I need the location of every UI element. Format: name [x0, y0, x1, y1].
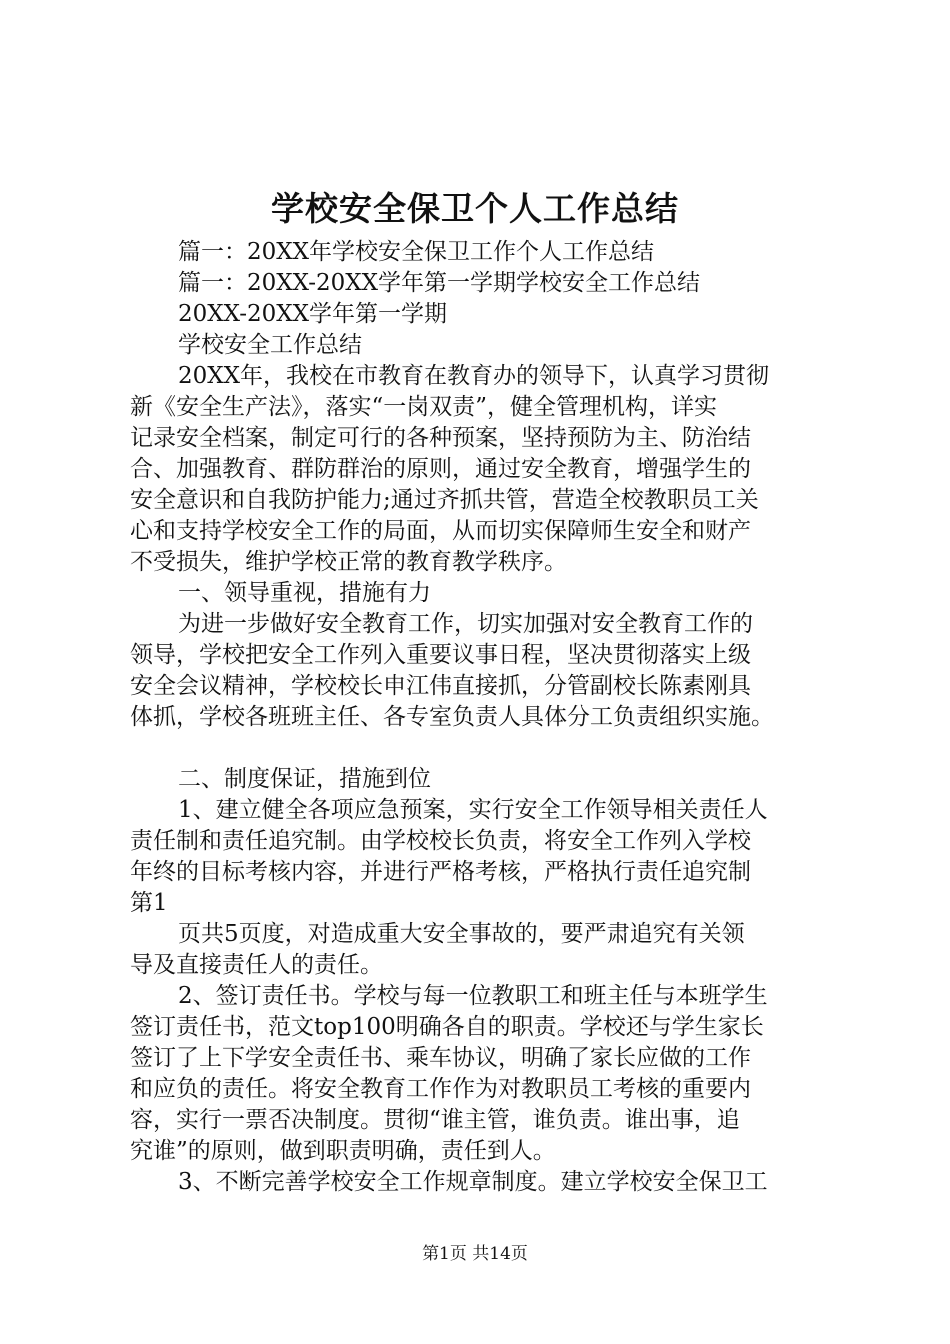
body-line: 二、制度保证，措施到位 [178, 766, 431, 792]
body-line: 1、建立健全各项应急预案，实行安全工作领导相关责任人 [178, 797, 768, 823]
body-line: 3、不断完善学校安全工作规章制度。建立学校安全保卫工 [178, 1169, 768, 1195]
body-line: 安全意识和自我防护能力;通过齐抓共管，营造全校教职员工关 [130, 487, 759, 513]
body-line: 责任制和责任追究制。由学校校长负责，将安全工作列入学校 [130, 828, 751, 854]
body-line: 2、签订责任书。学校与每一位教职工和班主任与本班学生 [178, 983, 768, 1009]
body-line: 一、领导重视，措施有力 [178, 580, 431, 606]
body-line: 年终的目标考核内容，并进行严格考核，严格执行责任追究制 [130, 859, 751, 885]
body-line: 领导，学校把安全工作列入重要议事日程，坚决贯彻落实上级 [130, 642, 751, 668]
body-line: 不受损失，维护学校正常的教育教学秩序。 [130, 549, 567, 575]
body-line: 心和支持学校安全工作的局面，从而切实保障师生安全和财产 [130, 518, 751, 544]
body-line: 记录安全档案，制定可行的各种预案，坚持预防为主、防治结 [130, 425, 751, 451]
body-line: 体抓，学校各班班主任、各专室负责人具体分工负责组织实施。 [130, 704, 774, 730]
body-line: 安全会议精神，学校校长申江伟直接抓，分管副校长陈素刚具 [130, 673, 751, 699]
body-line: 学校安全工作总结 [178, 332, 362, 358]
body-line [130, 733, 850, 764]
body-line: 篇一：20XX-20XX学年第一学期学校安全工作总结 [178, 270, 700, 296]
body-line: 签订责任书，范文top100明确各自的职责。学校还与学生家长 [130, 1014, 764, 1040]
body-line: 究谁”的原则，做到职责明确，责任到人。 [130, 1138, 556, 1164]
body-line: 20XX-20XX学年第一学期 [178, 301, 447, 327]
body-line: 和应负的责任。将安全教育工作作为对教职员工考核的重要内 [130, 1076, 751, 1102]
document-title: 学校安全保卫个人工作总结 [271, 189, 679, 228]
body-line: 合、加强教育、群防群治的原则，通过安全教育，增强学生的 [130, 456, 751, 482]
page-footer: 第1页 共14页 [422, 1244, 528, 1264]
body-line: 篇一：20XX年学校安全保卫工作个人工作总结 [178, 239, 655, 265]
body-line: 第1 [130, 890, 168, 916]
body-line: 为进一步做好安全教育工作，切实加强对安全教育工作的 [178, 611, 753, 637]
body-line: 导及直接责任人的责任。 [130, 952, 383, 978]
body-line: 页共5页度，对造成重大安全事故的，要严肃追究有关领 [178, 921, 745, 947]
document-body [130, 237, 850, 1198]
body-line: 20XX年，我校在市教育在教育办的领导下，认真学习贯彻 [178, 363, 770, 389]
body-line: 签订了上下学安全责任书、乘车协议，明确了家长应做的工作 [130, 1045, 751, 1071]
body-line: 新《安全生产法》，落实“一岗双责”，健全管理机构，详实 [130, 394, 718, 420]
body-line: 容，实行一票否决制度。贯彻“谁主管，谁负责。谁出事，追 [130, 1107, 740, 1133]
